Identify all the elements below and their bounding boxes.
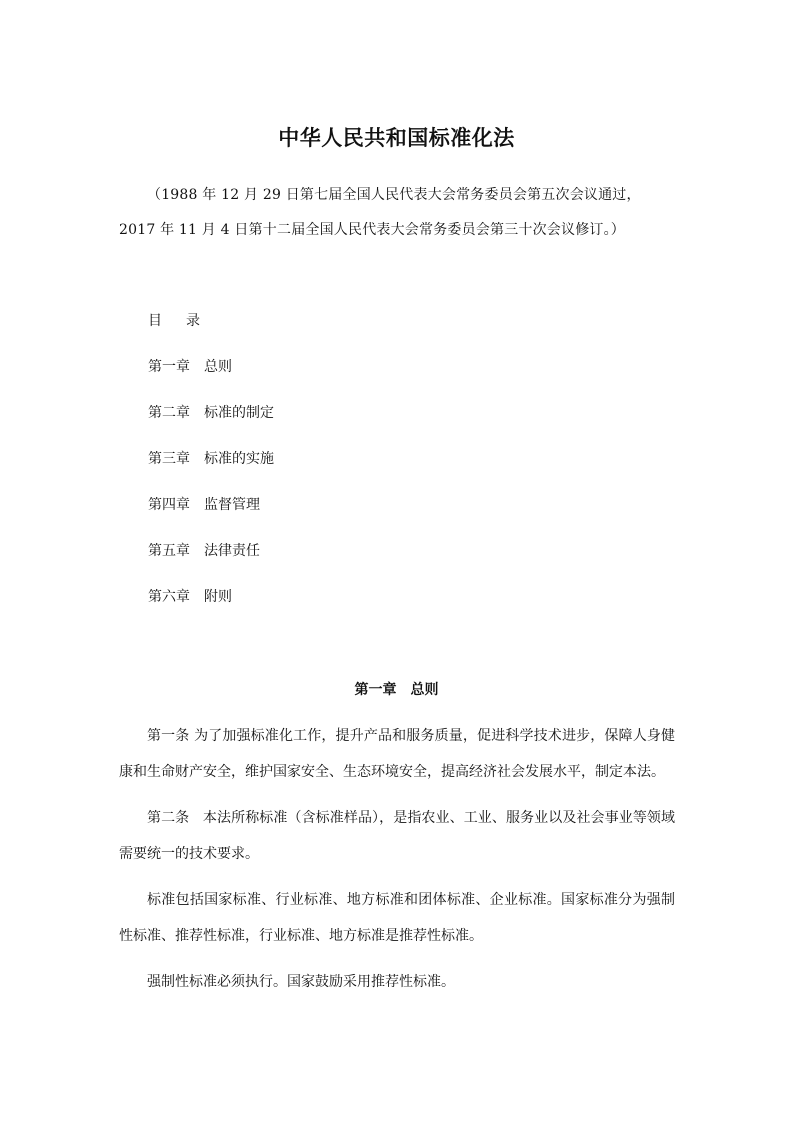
toc-item-title: 标准的实施 bbox=[204, 451, 274, 467]
enactment-note: （1988 年 12 月 29 日第七届全国人民代表大会常务委员会第五次会议通过，2017 年 11 月 4 日第十二届全国人民代表大会常务委员会第三十次会议修订。） bbox=[119, 187, 641, 238]
toc-item-number: 第二章 bbox=[148, 405, 190, 421]
toc-item-chapter-3 bbox=[148, 444, 548, 474]
toc-item-chapter-4 bbox=[148, 490, 548, 520]
toc-item-number: 第三章 bbox=[148, 451, 190, 467]
table-of-contents bbox=[148, 306, 548, 628]
toc-item-title: 法律责任 bbox=[204, 543, 260, 559]
chapter-heading bbox=[0, 676, 793, 704]
chapter-body bbox=[119, 718, 675, 1010]
toc-item-title: 总则 bbox=[204, 359, 232, 375]
chapter-title: 总则 bbox=[410, 682, 439, 698]
toc-item-number: 第一章 bbox=[148, 359, 190, 375]
toc-item-title: 标准的制定 bbox=[204, 405, 274, 421]
toc-item-chapter-1 bbox=[148, 352, 548, 382]
toc-item-number: 第五章 bbox=[148, 543, 190, 559]
document-title: 中华人民共和国标准化法 bbox=[278, 125, 515, 150]
article-text: 本法所称标准（含标准样品），是指农业、工业、服务业以及社会事业等领域需要统一的技术要求。 bbox=[119, 810, 676, 862]
article-text: 为了加强标准化工作，提升产品和服务质量，促进科学技术进步，保障人身健康和生命财产安全，维护国家安全、生态环境安全，提高经济社会发展水平，制定本法。 bbox=[119, 728, 676, 780]
toc-item-chapter-5 bbox=[148, 536, 548, 566]
article-text: 标准包括国家标准、行业标准、地方标准和团体标准、企业标准。国家标准分为强制性标准、推荐性标准，行业标准、地方标准是推荐性标准。 bbox=[119, 892, 675, 944]
toc-item-number: 第四章 bbox=[148, 497, 190, 513]
toc-heading-right: 录 bbox=[186, 313, 200, 329]
toc-item-chapter-2 bbox=[148, 398, 548, 428]
article-2-paragraph-3 bbox=[119, 964, 675, 1000]
article-number: 第一条 bbox=[147, 728, 190, 744]
toc-item-number: 第六章 bbox=[148, 589, 190, 605]
chapter-number: 第一章 bbox=[354, 682, 397, 698]
article-number: 第二条 bbox=[147, 810, 190, 826]
toc-item-chapter-6 bbox=[148, 582, 548, 612]
toc-item-title: 监督管理 bbox=[204, 497, 260, 513]
article-1 bbox=[119, 718, 675, 790]
toc-heading-left: 目 bbox=[148, 313, 162, 329]
article-text: 强制性标准必须执行。国家鼓励采用推荐性标准。 bbox=[147, 974, 455, 990]
article-2 bbox=[119, 800, 675, 872]
toc-heading bbox=[148, 306, 548, 336]
article-2-paragraph-2 bbox=[119, 882, 675, 954]
toc-item-title: 附则 bbox=[204, 589, 232, 605]
